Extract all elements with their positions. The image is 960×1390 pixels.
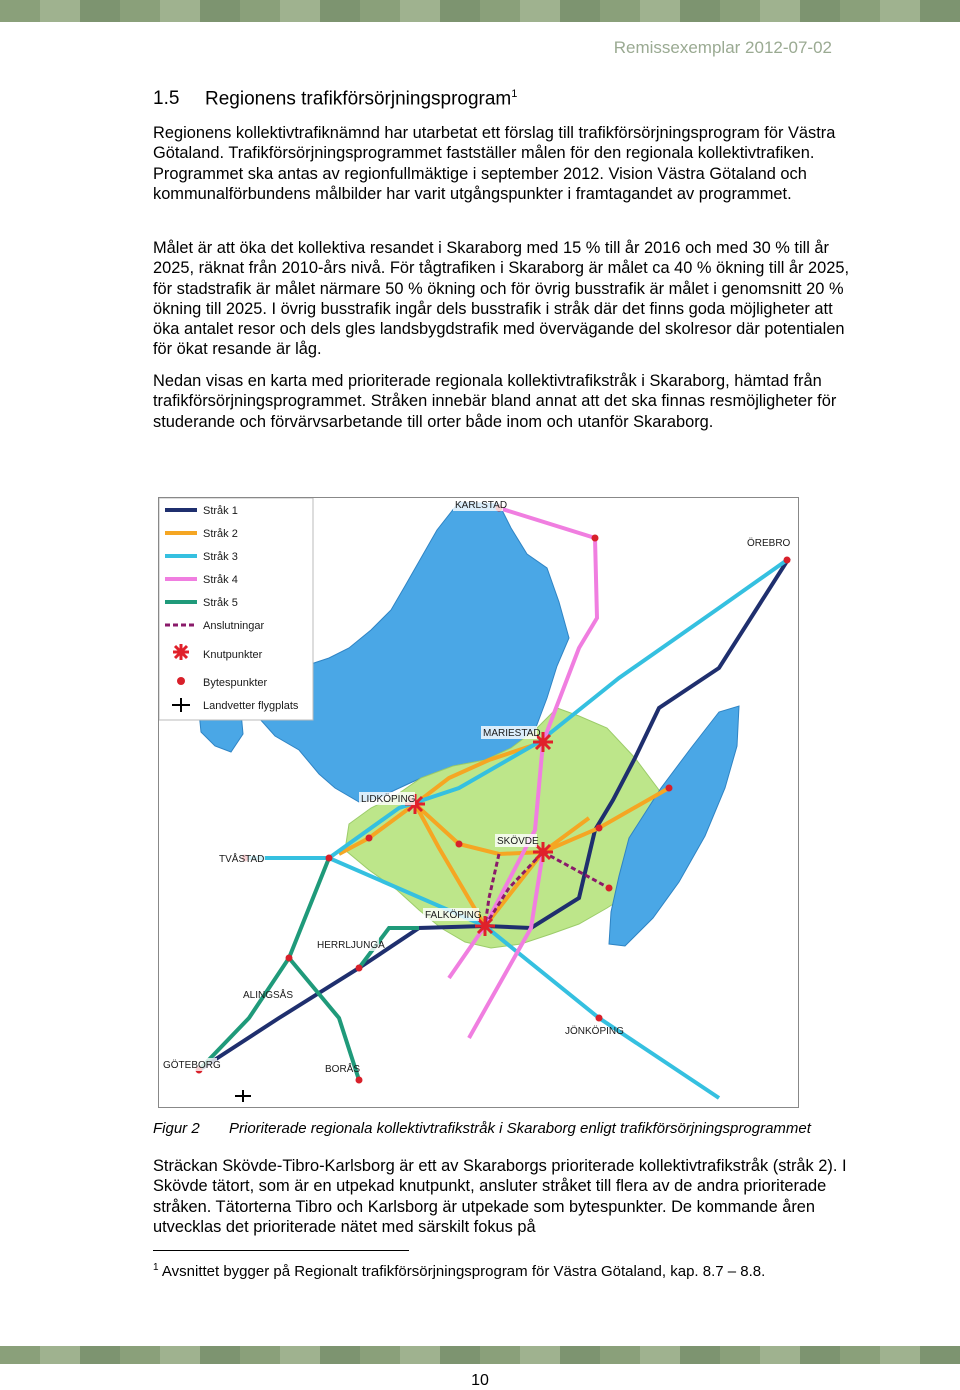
strak-5-line bbox=[199, 858, 329, 1070]
label-herrljunga: HERRLJUNGA bbox=[317, 940, 385, 951]
label-falkoping: FALKÖPING bbox=[425, 910, 482, 921]
label-jonkoping: JÖNKÖPING bbox=[565, 1026, 624, 1037]
route-map-svg bbox=[159, 498, 798, 1107]
section-number: 1.5 bbox=[153, 88, 180, 110]
section-title: Regionens trafikförsörjningsprogram bbox=[205, 88, 512, 110]
bytespunkt bbox=[326, 855, 333, 862]
legend-swatch-bytespunkter bbox=[177, 677, 185, 685]
bytespunkt bbox=[456, 841, 463, 848]
legend-label-strak-4: Stråk 4 bbox=[203, 574, 238, 586]
label-mariestad: MARIESTAD bbox=[483, 728, 541, 739]
paragraph-goals: Målet är att öka det kollektiva resandet i Skaraborg med 15 % till år 2016 och med 30 % till år 2025, räknat från 2010-års nivå. För tågtrafiken i Skaraborg är målet ca 40 % ökning till år 2025, för stadstrafik är målet närmare 50 % ökning och för övrig busstrafik är målet i genomsnitt 20 % ökning till 2025. I övrig busstrafik ingår dels busstrafik i stråk där det finns goda möjligheter att öka antalet resor och dels gles landsbygdstrafik med övervägande del skolresor där potentialen för ökat resande är låg. bbox=[153, 239, 850, 359]
label-alingsas: ALINGSÅS bbox=[243, 990, 294, 1001]
footnote-text: Avsnittet bygger på Regionalt trafikförsörjningsprogram för Västra Götaland, kap. 8.7 – 8.8. bbox=[161, 1263, 766, 1280]
section-heading bbox=[153, 88, 517, 110]
bytespunkt bbox=[356, 1077, 363, 1084]
bytespunkt bbox=[784, 557, 791, 564]
bytespunkt bbox=[606, 885, 613, 892]
legend-label-bytespunkter: Bytespunkter bbox=[203, 677, 268, 689]
bytespunkt bbox=[286, 955, 293, 962]
legend-label-strak-1: Stråk 1 bbox=[203, 505, 238, 517]
label-goteborg: GÖTEBORG bbox=[163, 1060, 221, 1071]
legend-label-anslutningar: Anslutningar bbox=[203, 620, 265, 632]
legend-label-strak-5: Stråk 5 bbox=[203, 597, 238, 609]
route-map bbox=[158, 497, 799, 1108]
footnote-reference: 1 bbox=[511, 88, 518, 100]
paragraph-program-intro: Regionens kollektivtrafiknämnd har utarbetat ett förslag till trafikförsörjningsprogram för Västra Götaland. Trafikförsörjningsprogrammet fastställer målen för den regionala kollektivtrafiken. Programmet ska antas av regionfullmäktige i september 2012. Vision Västra Götaland och kommunalförbundens målbilder har varit utgångspunkter i framtagandet av programmet. bbox=[153, 124, 836, 203]
legend-swatch-knutpunkter bbox=[173, 644, 189, 660]
figure-caption-text: Prioriterade regionala kollektivtrafikstråk i Skaraborg enligt trafikförsörjningsprogrammet bbox=[229, 1120, 811, 1137]
airport-icon bbox=[235, 1090, 251, 1102]
bytespunkt bbox=[356, 965, 363, 972]
label-boras: BORÅS bbox=[325, 1064, 361, 1075]
label-skovde: SKÖVDE bbox=[497, 836, 539, 847]
legend-label-airport: Landvetter flygplats bbox=[203, 700, 299, 712]
footnote bbox=[153, 1262, 765, 1280]
legend-label-strak-3: Stråk 3 bbox=[203, 551, 238, 563]
bytespunkt bbox=[366, 835, 373, 842]
bytespunkt bbox=[596, 1015, 603, 1022]
bytespunkt bbox=[592, 535, 599, 542]
label-karlstad: KARLSTAD bbox=[455, 500, 508, 511]
legend-label-knutpunkter: Knutpunkter bbox=[203, 649, 263, 661]
footnote-separator bbox=[153, 1250, 409, 1251]
bytespunkt bbox=[666, 785, 673, 792]
paragraph-skovde-route: Sträckan Skövde-Tibro-Karlsborg är ett av Skaraborgs prioriterade kollektivtrafikstråk (stråk 2). I Skövde tätort, som är en utpekad knutpunkt, ansluter stråket till flera av de andra prioriterade stråken. Tätorterna Tibro och Karlsborg är utpekade som bytespunkter. De kommande åren utvecklas det prioriterade nätet med särskilt fokus på bbox=[153, 1157, 847, 1236]
header-decorative-band bbox=[0, 0, 960, 22]
label-lidkoping: LIDKÖPING bbox=[361, 794, 416, 805]
bytespunkt bbox=[596, 825, 603, 832]
draft-stamp: Remissexemplar 2012-07-02 bbox=[613, 38, 832, 57]
label-tvastad: TVÅSTAD bbox=[219, 854, 265, 865]
footer-decorative-band bbox=[0, 1346, 960, 1364]
footnote-number: 1 bbox=[153, 1262, 159, 1273]
map-legend bbox=[159, 498, 313, 720]
paragraph-map-intro: Nedan visas en karta med prioriterade regionala kollektivtrafikstråk i Skaraborg, hämtad från trafikförsörjningsprogrammet. Stråken innebär bland annat att det ska finnas resmöjligheter för studerande och förvärvsarbetande till orter både inom och utanför Skaraborg. bbox=[153, 372, 837, 431]
legend-label-strak-2: Stråk 2 bbox=[203, 528, 238, 540]
page-number: 10 bbox=[471, 1372, 489, 1389]
label-orebro: ÖREBRO bbox=[747, 538, 791, 549]
figure-label: Figur 2 bbox=[153, 1120, 200, 1137]
figure-caption bbox=[153, 1120, 811, 1137]
